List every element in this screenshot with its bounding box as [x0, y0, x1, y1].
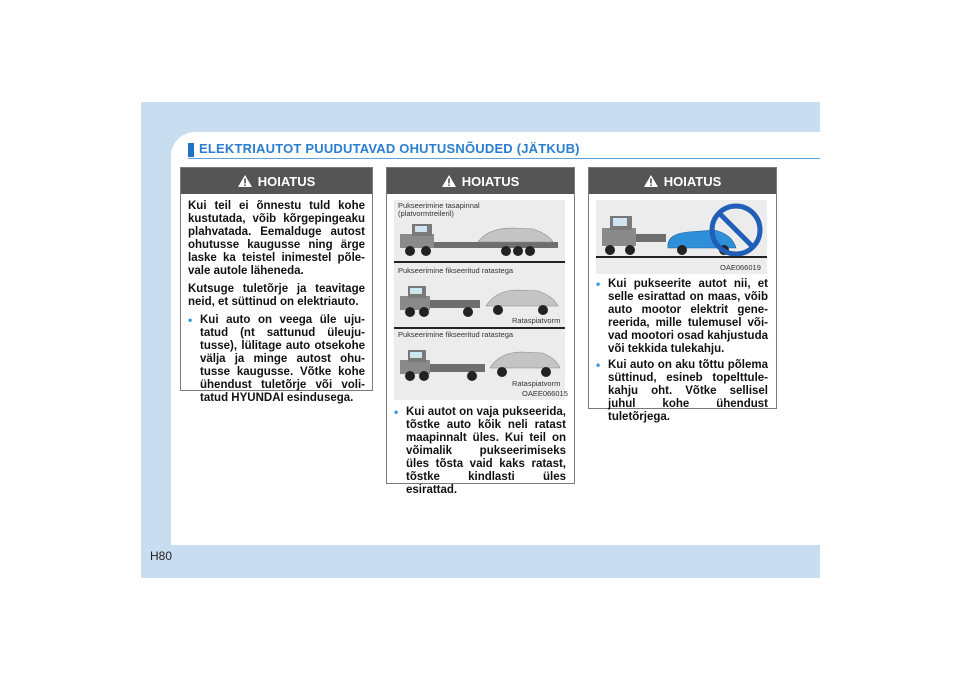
page-number: H80 — [150, 549, 173, 563]
towing-figure — [394, 200, 568, 400]
bullet-text: Kui auto on veega üle uju- tatud (nt sattunud üleuju- tusse), lülitage auto otsekohe välja ja minge autost ohu- tusse kaugusse. Võtke kohe ühendust tuletõrje või voli- tatud HYUNDAI esindusega. — [200, 314, 365, 404]
warning-bullet — [394, 406, 566, 497]
figure-code: OAE066019 — [720, 263, 761, 272]
bullet-dot: • — [596, 358, 601, 372]
dolly-label: Rataspiatvorm — [512, 379, 561, 388]
warning-bullet — [596, 359, 768, 424]
figure-label: Pukseerimine tasapinnal (platvormtreileril) — [398, 201, 480, 218]
bullet-text: Kui auto on aku tõttu põlema süttinud, esineb topelttule- kahju oht. Võtke sellisel juhul kohe ühendust tuletõrjega. — [608, 359, 768, 423]
bullet-dot: • — [188, 313, 193, 327]
bullet-dot: • — [596, 277, 601, 291]
warning-header-label: HOIATUS — [257, 173, 316, 189]
warning-bullet — [188, 314, 365, 405]
title-underline — [188, 158, 820, 159]
warning-header-label: HOIATUS — [663, 173, 722, 189]
front-wheels-down-tow-illustration — [596, 200, 767, 266]
warning-paragraph: Kui teil ei õnnestu tuld kohe kustutada, võib kõrgepingeaku plahvatada. Eemalduge autost ohutusse kaugusse ning ärge laske ka teistel inimestel põle- vale autole läheneda. — [188, 200, 365, 277]
warning-header — [387, 168, 574, 194]
bullet-text: Kui autot on vaja pukseerida, tõstke auto kõik neli ratast maapinnalt üles. Kui teil on võimalik pukseerimiseks üles tõsta vaid kaks ratast, tõstke kindlasti üles esirattad. — [406, 406, 566, 496]
warning-paragraph: Kutsuge tuletõrje ja teavitage neid, et süttinud on elektriauto. — [188, 283, 365, 308]
figure-code: OAEE066015 — [522, 389, 568, 398]
title-marker — [188, 143, 194, 157]
flatbed-truck-illustration — [398, 220, 561, 260]
warning-box-3 — [588, 167, 777, 423]
section-title: ELEKTRIAUTOT PUUDUTAVAD OHUTUSNÕUDED (JÄTKUB) — [199, 141, 580, 156]
dolly-tow-illustration — [398, 342, 561, 384]
warning-box-2 — [386, 167, 575, 496]
figure-label: Pukseerimine fikseeritud ratastega — [398, 330, 514, 339]
bullet-text: Kui pukseerite autot nii, et selle esirattad on maas, võib auto mootor elektrit gene- reerida, mille tulemusel või- vad mootori osad kahjustuda või tekkida tulekahju. — [608, 278, 768, 355]
ground-line — [394, 327, 565, 329]
figure-label: Pukseerimine fikseeritud ratastega — [398, 266, 514, 275]
dolly-tow-illustration — [398, 278, 561, 320]
ground-line — [394, 261, 565, 263]
warning-icon — [238, 175, 252, 187]
warning-header — [589, 168, 776, 194]
bullet-dot: • — [394, 405, 399, 419]
warning-bullet — [596, 278, 768, 356]
warning-header-label: HOIATUS — [461, 173, 520, 189]
dolly-label: Rataspiatvorm — [512, 316, 561, 325]
prohibited-towing-figure — [596, 200, 767, 274]
warning-icon — [442, 175, 456, 187]
warning-header — [181, 168, 372, 194]
warning-box-1 — [180, 167, 373, 404]
warning-icon — [644, 175, 658, 187]
